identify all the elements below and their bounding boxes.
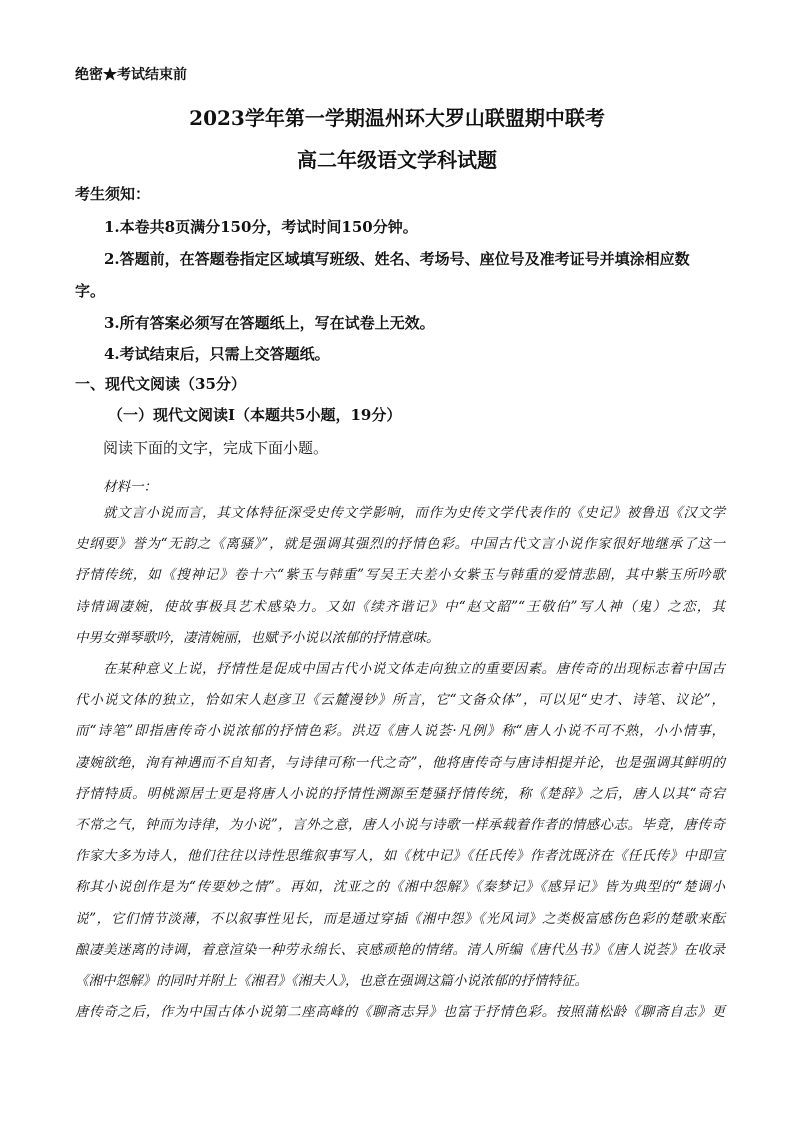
passage-line: 史纲要》誉为“无韵之《离骚》”，就是强调其强烈的抒情色彩。中国古代文言小说作家很好地继承了这一	[75, 536, 725, 553]
passage-line: 诗情调凄婉，使故事极具艺术感染力。又如《续齐谐记》中“赵文韶”“王敬伯”写人神（鬼）之恋，其	[75, 598, 725, 615]
passage-line: 不常之气，钟而为诗律，为小说”，言外之意，唐人小说与诗歌一样承载着作者的情感心志。毕竟，唐传奇	[75, 817, 725, 834]
section-heading: 一、现代文阅读（35分）	[75, 375, 246, 393]
passage-line: 酿凄美迷离的诗调，着意渲染一种劳永绵长、哀感顽艳的情绪。清人所编《唐代丛书》《唐人说荟》在收录	[75, 941, 725, 958]
notice-item-2-cont: 字。	[75, 282, 106, 300]
exam-subtitle: 高二年级语文学科试题	[297, 148, 497, 172]
passage-line: 在某种意义上说，抒情性是促成中国古代小说文体走向独立的重要因素。唐传奇的出现标志着中国古	[103, 661, 725, 677]
passage-line: 唐传奇之后，作为中国古体小说第二座高峰的《聊斋志异》也富于抒情色彩。按照蒲松龄《聊斋自志》更	[75, 1004, 725, 1020]
notice-item-3: 3.所有答案必须写在答题纸上，写在试卷上无效。	[104, 314, 435, 332]
material-label: 材料一：	[103, 479, 157, 495]
notice-item-2: 2.答题前，在答题卷指定区域填写班级、姓名、考场号、座位号及准考证号并填涂相应数	[104, 250, 690, 268]
passage-line: 就文言小说而言，其文体特征深受史传文学影响，而作为史传文学代表作的《史记》被鲁迅《汉文学	[103, 505, 725, 521]
passage-line: 《湘中怨解》的同时并附上《湘君》《湘夫人》，也意在强调这篇小说浓郁的抒情特征。	[75, 973, 588, 990]
passage-paragraph-1	[75, 498, 725, 654]
passage-line: 称其小说创作是为“传要妙之情”。再如，沈亚之的《湘中怨解》《秦梦记》《感异记》皆为典型的“楚调小	[75, 879, 725, 896]
notice-item-1: 1.本卷共8页满分150分，考试时间150分钟。	[104, 218, 418, 236]
reading-instruction: 阅读下面的文字，完成下面小题。	[103, 439, 329, 457]
exam-title: 2023学年第一学期温州环大罗山联盟期中联考	[189, 106, 605, 130]
subsection-heading: （一）现代文阅读Ⅰ（本题共5小题，19分）	[108, 406, 402, 424]
passage-line: 抒情传统，如《搜神记》卷十六“紫玉与韩重”写吴王夫差小女紫玉与韩重的爱情悲剧，其中紫玉所吟歌	[75, 567, 725, 584]
passage-paragraph-2	[75, 654, 725, 997]
passage-line: 说”，它们情节淡薄，不以叙事性见长，而是通过穿插《湘中怨》《光风词》之类极富感伤色彩的楚歌来酝	[75, 910, 725, 927]
passage-line: 作家大多为诗人，他们往往以诗性思维叙事写人，如《枕中记》《任氏传》作者沈既济在《任氏传》中即宣	[75, 848, 725, 865]
passage-line: 凄婉欲绝，洵有神遇而不自知者，与诗律可称一代之奇”，他将唐传奇与唐诗相提并论，也是强调其鲜明的	[75, 754, 725, 771]
confidential-label: 绝密★考试结束前	[75, 67, 187, 83]
passage-line: 中男女弹琴歌吟，凄清婉丽，也赋予小说以浓郁的抒情意味。	[75, 629, 440, 646]
passage-line: 而“诗笔”即指唐传奇小说浓郁的抒情色彩。洪迈《唐人说荟·凡例》称“唐人小说不可不熟，小小情事，	[75, 723, 725, 740]
passage-line: 代小说文体的独立，恰如宋人赵彦卫《云麓漫钞》所言，它“文备众体”，可以见“史才、诗笔、议论”，	[75, 692, 725, 709]
notice-item-4: 4.考试结束后，只需上交答题纸。	[104, 345, 330, 363]
passage-line: 抒情特质。明桃源居士更是将唐人小说的抒情性溯源至楚骚抒情传统，称《楚辞》之后，唐人以其“奇宕	[75, 785, 725, 802]
passage-paragraph-3	[75, 997, 725, 1028]
notice-heading: 考生须知：	[75, 185, 151, 203]
